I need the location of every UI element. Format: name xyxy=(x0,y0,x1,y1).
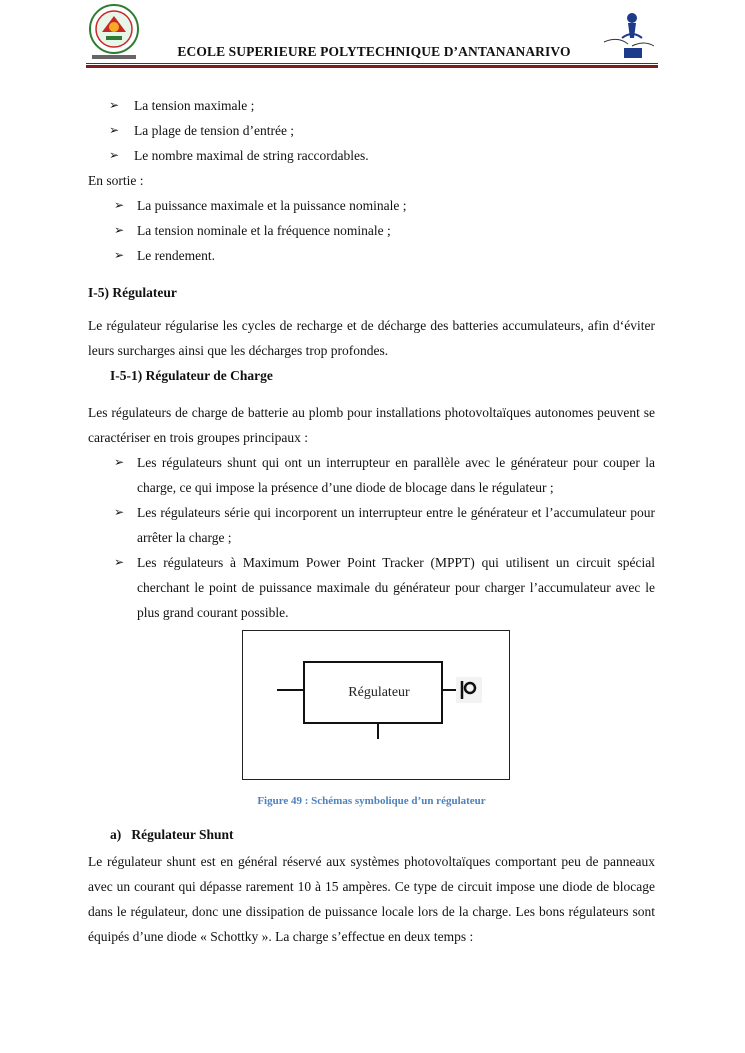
list-item: ➢ La plage de tension d’entrée ; xyxy=(109,118,655,143)
paragraph-i5: Le régulateur régularise les cycles de recharge et de décharge des batteries accumulateurs, afin d‘éviter leurs surcharges ainsi que les décharges trop profondes. xyxy=(88,318,655,358)
list-item: ➢ La tension maximale ; xyxy=(109,93,655,118)
regulator-figure xyxy=(242,630,510,780)
list-item: ➢ Les régulateurs à Maximum Power Point Tracker (MPPT) qui utilisent un circuit spécial cherchant le point de puissance maximale du générateur pour charger l’accumulateur avec le plus grand courant possible. xyxy=(114,550,655,625)
section-heading-a: a) Régulateur Shunt xyxy=(110,827,234,842)
section-heading-i5: I-5) Régulateur xyxy=(88,285,177,300)
output-terminal-bg xyxy=(456,677,482,703)
department-logo-icon xyxy=(598,8,656,60)
output-label: En sortie : xyxy=(88,173,144,188)
list-item: ➢ Le rendement. xyxy=(114,243,655,268)
list-item: ➢ Le nombre maximal de string raccordables. xyxy=(109,143,655,168)
page-header xyxy=(86,0,658,72)
regulator-diagram xyxy=(243,631,509,779)
regulator-block-label: Régulateur xyxy=(348,685,410,700)
paragraph-i51: Les régulateurs de charge de batterie au plomb pour installations photovoltaïques autonomes peuvent se caractériser en trois groupes principaux : xyxy=(88,405,655,445)
page-body xyxy=(88,93,655,625)
list-item: ➢ Les régulateurs shunt qui ont un interrupteur en parallèle avec le générateur pour couper la charge, ce qui impose la présence d’une diode de blocage dans le régulateur ; xyxy=(114,450,655,500)
arrow-bullet-icon: ➢ xyxy=(114,248,125,262)
list-item: ➢ Les régulateurs série qui incorporent un interrupteur entre le générateur et l’accumulateur pour arrêter la charge ; xyxy=(114,500,655,550)
arrow-bullet-icon: ➢ xyxy=(114,198,125,212)
list-item: ➢ La puissance maximale et la puissance nominale ; xyxy=(114,193,655,218)
paragraph-a: Le régulateur shunt est en général réservé aux systèmes photovoltaïques comportant peu de panneaux avec un courant qui dépasse rarement 10 à 15 ampères. Ce type de circuit impose une diode de blocage dans le régulateur, donc une dissipation de puissance locale lors de la charge. Les bons régulateurs sont équipés d’une diode « Schottky ». La charge s’effectue en deux temps : xyxy=(88,854,655,944)
arrow-bullet-icon: ➢ xyxy=(109,148,120,162)
list-item: ➢ La tension nominale et la fréquence nominale ; xyxy=(114,218,655,243)
arrow-bullet-icon: ➢ xyxy=(109,98,120,112)
page-body-lower xyxy=(88,822,655,949)
figure-caption: Figure 49 : Schémas symbolique d’un régulateur xyxy=(257,795,486,807)
header-rule-thick xyxy=(86,65,658,68)
arrow-bullet-icon: ➢ xyxy=(114,223,125,237)
arrow-bullet-icon: ➢ xyxy=(109,123,120,137)
arrow-bullet-icon: ➢ xyxy=(114,505,125,519)
arrow-bullet-icon: ➢ xyxy=(114,555,125,569)
school-name: ECOLE SUPERIEURE POLYTECHNIQUE D’ANTANANARIVO xyxy=(177,44,571,59)
school-emblem-icon xyxy=(86,2,142,62)
header-rule-thin xyxy=(86,63,658,64)
arrow-bullet-icon: ➢ xyxy=(114,455,125,469)
section-heading-i51: I-5-1) Régulateur de Charge xyxy=(110,368,273,383)
